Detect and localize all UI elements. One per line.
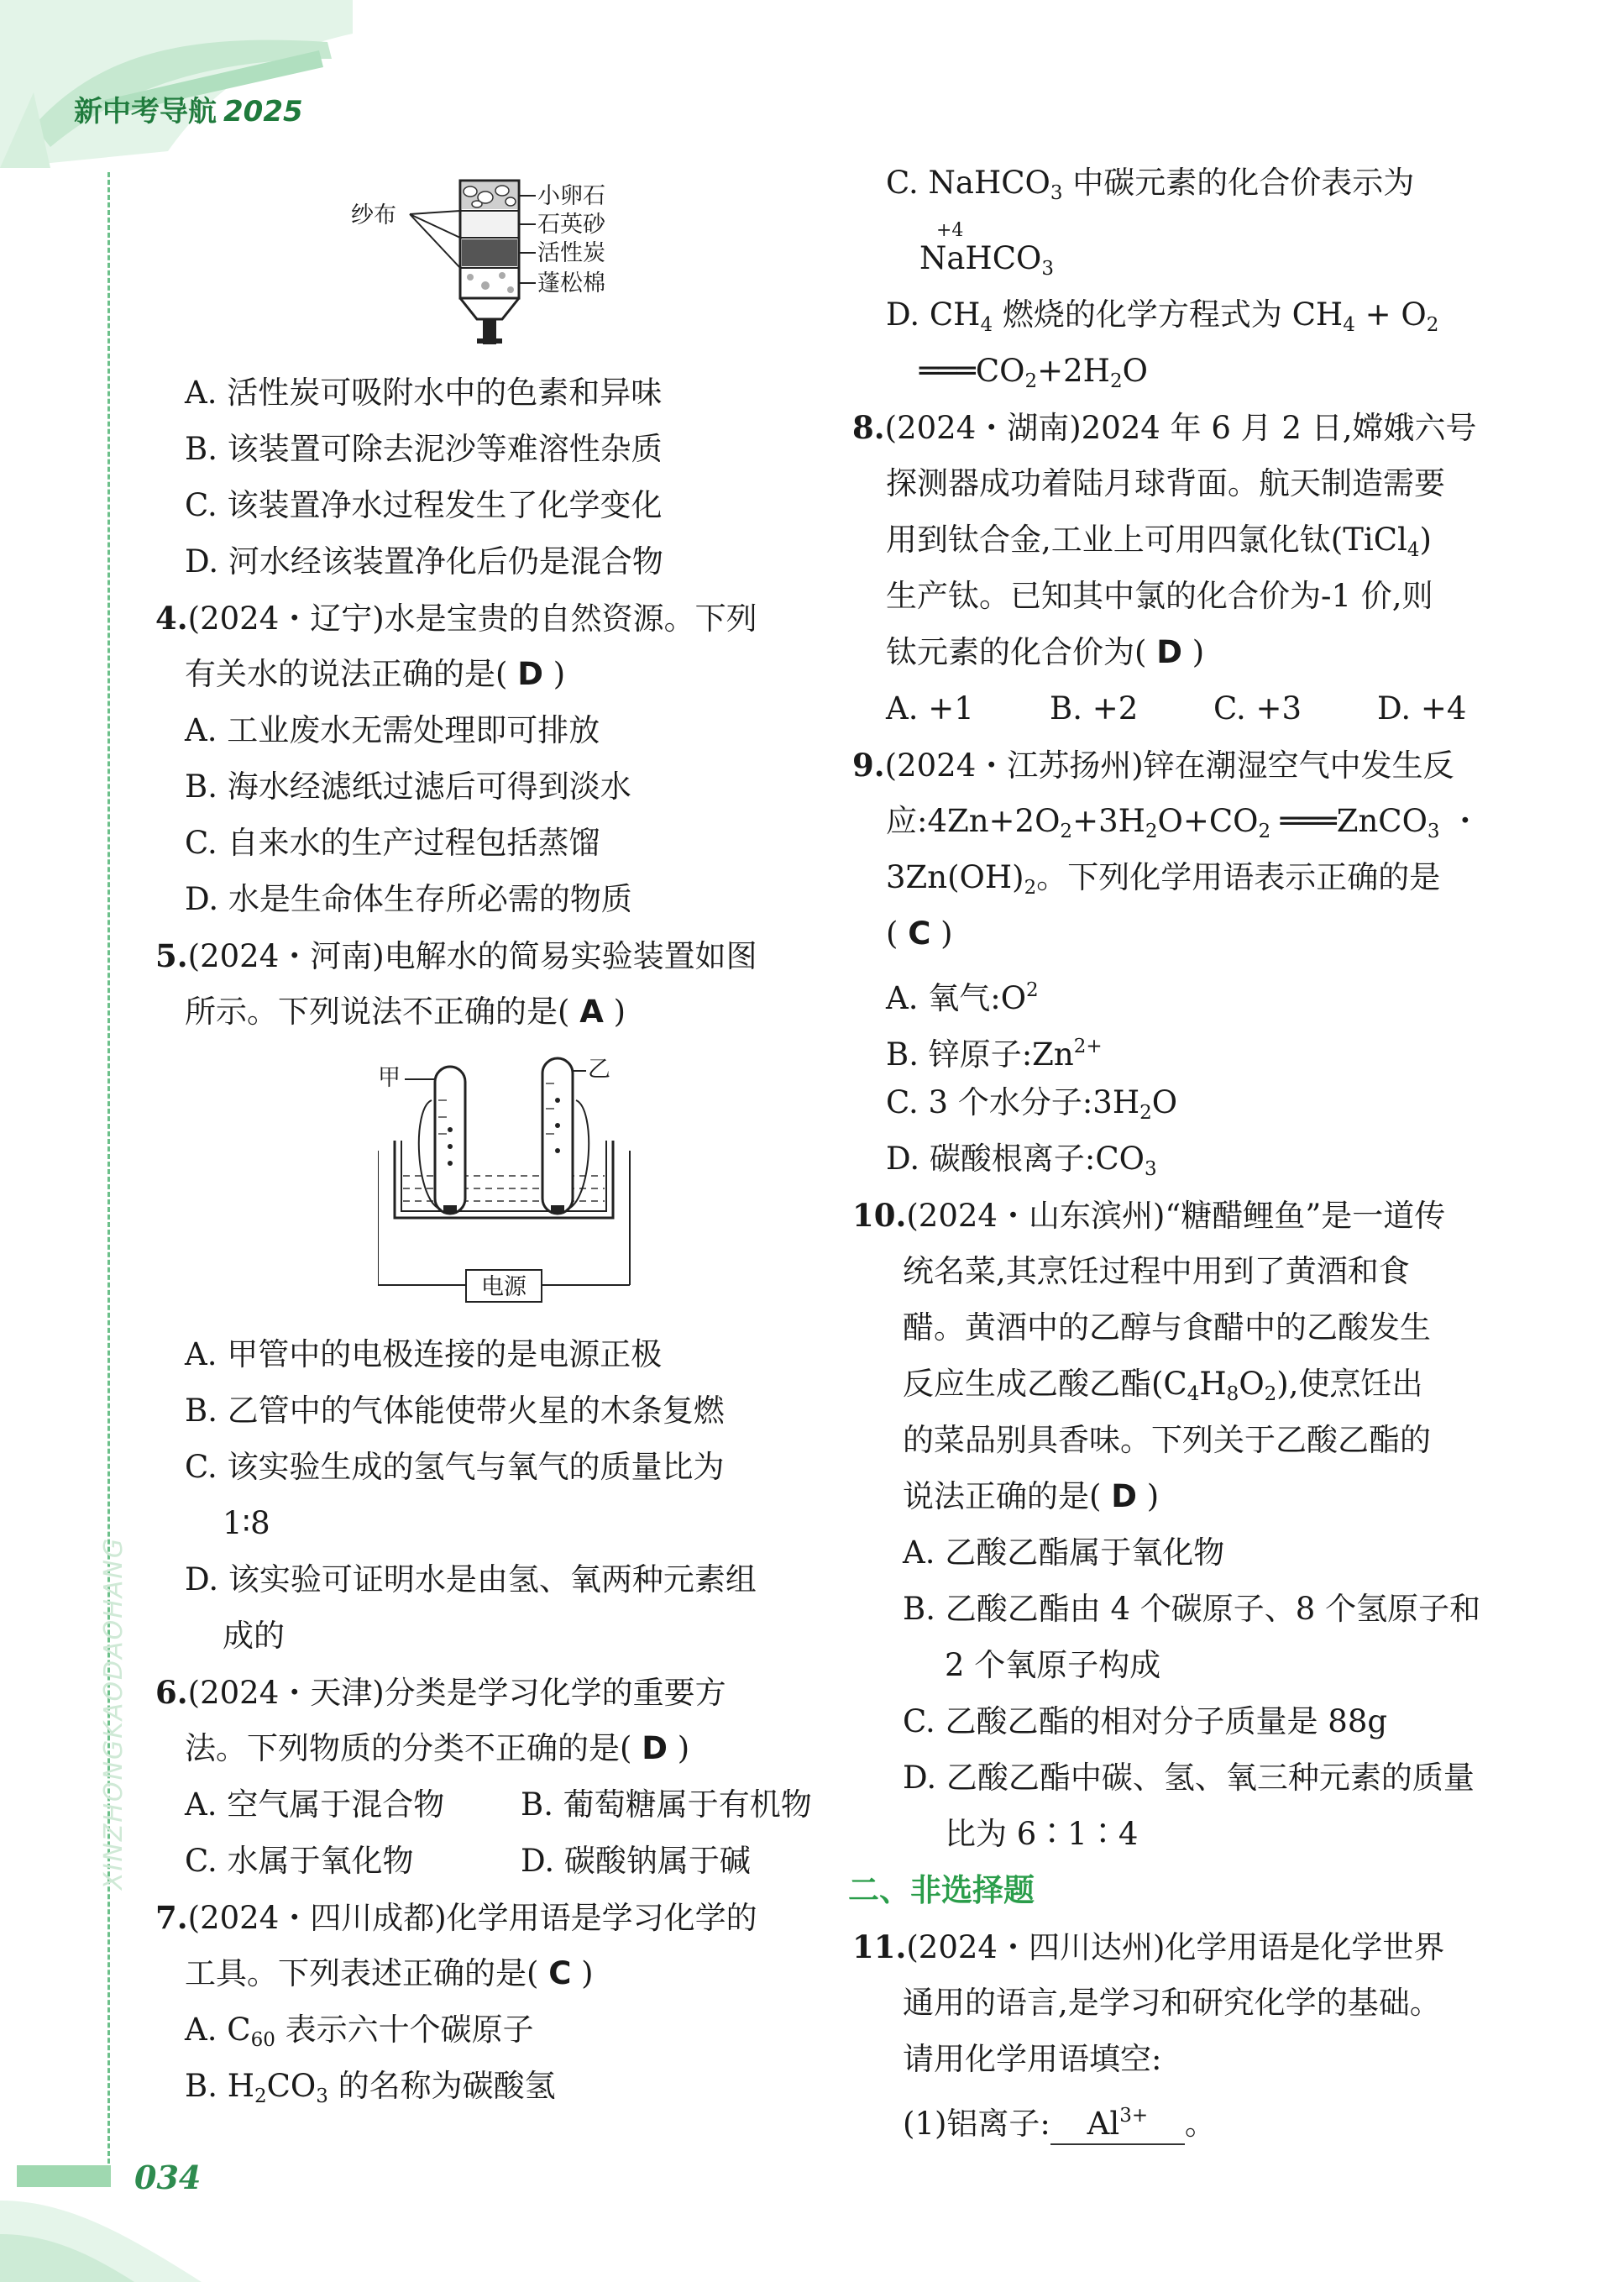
question-text: ),使烹饪出 bbox=[1276, 1366, 1423, 1402]
subscript: 2 bbox=[1258, 821, 1271, 842]
side-watermark: XINZHONGKAODAOHANG bbox=[99, 1536, 128, 1890]
option-text: D. CH bbox=[886, 296, 981, 333]
question-text: 所示。下列说法不正确的是( bbox=[185, 994, 570, 1030]
subscript: 2 bbox=[1060, 821, 1073, 842]
option-3b: B. 该装置可除去泥沙等难溶性杂质 bbox=[185, 431, 663, 467]
carbon-layer bbox=[462, 239, 517, 266]
question-text: ) bbox=[553, 656, 566, 692]
superscript: 2+ bbox=[1073, 1036, 1103, 1057]
option-9c bbox=[886, 1083, 1177, 1132]
option-5d-cont: 成的 bbox=[223, 1618, 285, 1654]
question-text: 。 bbox=[1184, 2106, 1216, 2142]
brand-year: 2025 bbox=[223, 95, 303, 129]
electrolysis-figure bbox=[378, 1050, 638, 1319]
option-10b-cont: 2 个氧原子构成 bbox=[945, 1647, 1161, 1683]
valence-mark: +4 bbox=[936, 220, 964, 241]
answer-text: Al bbox=[1087, 2106, 1120, 2142]
question-number: 4. bbox=[155, 600, 188, 637]
question-text: (2024・四川成都)化学用语是学习化学的 bbox=[187, 1900, 757, 1936]
sand-layer bbox=[462, 212, 517, 236]
question-number: 8. bbox=[852, 409, 885, 446]
option-8a: A. +1 bbox=[886, 690, 974, 727]
option-8c: C. +3 bbox=[1213, 690, 1302, 727]
option-4b: B. 海水经滤纸过滤后可得到淡水 bbox=[185, 769, 631, 805]
option-5d: D. 该实验可证明水是由氢、氧两种元素组 bbox=[185, 1561, 757, 1597]
option-4c: C. 自来水的生产过程包括蒸馏 bbox=[185, 825, 600, 861]
question-6-line1 bbox=[155, 1673, 726, 1713]
layer-label: 蓬松棉 bbox=[537, 270, 605, 296]
footer-corner-decoration-icon bbox=[0, 2184, 277, 2282]
brand-title bbox=[74, 88, 303, 129]
question-text: 钛元素的化合价为( bbox=[886, 634, 1147, 670]
option-8b: B. +2 bbox=[1050, 690, 1139, 727]
question-text: 反应生成乙酸乙酯(C bbox=[903, 1366, 1187, 1402]
question-number: 9. bbox=[852, 747, 885, 784]
tube-b-label: 乙 bbox=[588, 1057, 610, 1083]
question-text: ) bbox=[1146, 1478, 1160, 1514]
question-text: ) bbox=[940, 915, 953, 952]
option-text: 的名称为碳酸氢 bbox=[327, 2068, 556, 2104]
question-7-line1 bbox=[155, 1898, 757, 1938]
question-9-line3 bbox=[886, 858, 1440, 907]
option-9a bbox=[886, 971, 1039, 1018]
subscript: 3 bbox=[316, 2085, 328, 2107]
brand-name: 新中考导航 bbox=[74, 95, 217, 129]
equation-text: O bbox=[1122, 353, 1148, 389]
option-3c: C. 该装置净水过程发生了化学变化 bbox=[185, 487, 663, 523]
option-10d: D. 乙酸乙酯中碳、氢、氧三种元素的质量 bbox=[903, 1760, 1475, 1796]
equation-text: 3Zn(OH) bbox=[886, 859, 1024, 895]
question-text: 说法正确的是( bbox=[903, 1478, 1102, 1514]
option-text: A. 氧气:O bbox=[886, 980, 1027, 1016]
question-11-line2: 通用的语言,是学习和研究化学的基础。 bbox=[903, 1985, 1441, 2021]
option-text: C. 3 个水分子:3H bbox=[886, 1084, 1140, 1120]
subscript: 60 bbox=[250, 2029, 275, 2051]
question-10-line3: 醋。黄酒中的乙醇与食醋中的乙酸发生 bbox=[903, 1309, 1431, 1346]
subscript: 2 bbox=[1264, 1383, 1277, 1405]
option-3a: A. 活性炭可吸附水中的色素和异味 bbox=[185, 375, 663, 411]
answer-mark: D bbox=[642, 1730, 668, 1766]
question-10-line5: 的菜品别具香味。下列关于乙酸乙酯的 bbox=[903, 1422, 1431, 1458]
option-text: D. 碳酸根离子:CO bbox=[886, 1141, 1145, 1177]
question-6-line2 bbox=[185, 1729, 689, 1768]
layer-label: 小卵石 bbox=[537, 183, 605, 209]
subscript: 4 bbox=[1343, 314, 1355, 336]
superscript: 2 bbox=[1026, 979, 1039, 1001]
question-4-line2 bbox=[185, 655, 565, 694]
question-text: (2024・山东滨州)“糖醋鲤鱼”是一道传 bbox=[906, 1198, 1446, 1234]
question-number: 7. bbox=[155, 1899, 188, 1936]
header-banner-icon bbox=[0, 0, 353, 168]
equation-text: +3H bbox=[1072, 803, 1145, 839]
option-7d bbox=[886, 296, 1438, 344]
question-text: ( bbox=[886, 915, 898, 952]
option-6c: C. 水属于氧化物 bbox=[185, 1843, 414, 1879]
answer-mark: A bbox=[579, 994, 604, 1030]
option-7c-formula bbox=[919, 239, 1054, 288]
question-text: ) bbox=[1419, 522, 1432, 558]
cloth-label: 纱布 bbox=[351, 202, 396, 228]
subscript: 2 bbox=[1145, 821, 1158, 842]
option-text: B. H bbox=[185, 2068, 254, 2104]
question-text: H bbox=[1199, 1366, 1227, 1402]
option-7b bbox=[185, 2067, 556, 2116]
question-text: (1)铝离子: bbox=[903, 2106, 1050, 2142]
subscript: 4 bbox=[1407, 539, 1420, 561]
subscript: 2 bbox=[1139, 1102, 1152, 1124]
question-text: 。下列化学用语表示正确的是 bbox=[1036, 859, 1441, 895]
question-5-line2 bbox=[185, 993, 626, 1031]
question-text: ) bbox=[581, 1955, 594, 1991]
option-text: CO bbox=[266, 2068, 317, 2104]
option-text: O bbox=[1151, 1084, 1178, 1120]
question-5-line1 bbox=[155, 936, 757, 976]
option-text: + O bbox=[1354, 296, 1427, 333]
question-number: 10. bbox=[852, 1197, 907, 1234]
option-9d bbox=[886, 1140, 1157, 1188]
option-text: B. 锌原子:Zn bbox=[886, 1036, 1074, 1073]
option-5b: B. 乙管中的气体能使带火星的木条复燃 bbox=[185, 1393, 725, 1429]
equation-text: ・ bbox=[1439, 803, 1481, 839]
layer-label: 石英砂 bbox=[537, 212, 605, 238]
answer-mark: D bbox=[517, 656, 543, 692]
equation-text: O+CO bbox=[1157, 803, 1259, 839]
option-10b: B. 乙酸乙酯由 4 个碳原子、8 个氢原子和 bbox=[903, 1591, 1481, 1627]
answer-mark: C bbox=[908, 915, 931, 952]
question-text: ) bbox=[613, 994, 626, 1030]
option-text: A. C bbox=[185, 2012, 251, 2048]
option-7d-equation bbox=[919, 352, 1148, 401]
option-7c bbox=[886, 164, 1414, 212]
question-text: (2024・河南)电解水的简易实验装置如图 bbox=[187, 938, 757, 974]
subscript: 3 bbox=[1427, 821, 1440, 842]
question-10-line1 bbox=[852, 1196, 1445, 1235]
question-number: 5. bbox=[155, 937, 188, 974]
tube-a-label: 甲 bbox=[378, 1065, 401, 1091]
question-text: (2024・湖南)2024 年 6 月 2 日,嫦娥六号 bbox=[884, 410, 1477, 446]
equation-text: +2H bbox=[1037, 353, 1110, 389]
question-7-line2 bbox=[185, 1954, 594, 1993]
question-text: ) bbox=[1192, 634, 1205, 670]
question-text: 用到钛合金,工业上可用四氯化钛(TiCl bbox=[886, 522, 1407, 558]
question-10-line2: 统名菜,其烹饪过程中用到了黄酒和食 bbox=[903, 1253, 1410, 1289]
water-filter-figure bbox=[351, 164, 637, 357]
question-9-line2 bbox=[886, 802, 1480, 851]
question-8-line3 bbox=[886, 521, 1432, 569]
question-text: O bbox=[1239, 1366, 1265, 1402]
option-text: 表示六十个碳原子 bbox=[275, 2012, 534, 2048]
question-4-line1 bbox=[155, 599, 757, 638]
option-5a: A. 甲管中的电极连接的是电源正极 bbox=[185, 1336, 663, 1372]
question-11-sub1 bbox=[903, 2096, 1216, 2145]
question-text: ) bbox=[677, 1730, 690, 1766]
question-8-line1 bbox=[852, 408, 1476, 448]
page-number: 034 bbox=[134, 2159, 202, 2196]
question-text: 法。下列物质的分类不正确的是( bbox=[185, 1730, 632, 1766]
question-text: (2024・天津)分类是学习化学的重要方 bbox=[187, 1675, 726, 1711]
option-3d: D. 河水经该装置净化后仍是混合物 bbox=[185, 543, 663, 580]
option-text: C. NaHCO bbox=[886, 165, 1050, 201]
question-number: 6. bbox=[155, 1674, 188, 1711]
subscript: 3 bbox=[1041, 258, 1054, 280]
superscript: 3+ bbox=[1119, 2105, 1149, 2127]
subscript: 3 bbox=[1050, 182, 1063, 204]
option-10a: A. 乙酸乙酯属于氧化物 bbox=[903, 1534, 1225, 1571]
question-11-line3: 请用化学用语填空: bbox=[903, 2041, 1162, 2077]
question-text: 有关水的说法正确的是( bbox=[185, 656, 508, 692]
subscript: 4 bbox=[1187, 1383, 1200, 1405]
answer-blank bbox=[1050, 2096, 1185, 2145]
question-text: (2024・四川达州)化学用语是化学世界 bbox=[906, 1929, 1445, 1965]
question-8-line4: 生产钛。已知其中氯的化合价为-1 价,则 bbox=[886, 578, 1433, 614]
question-9-line1 bbox=[852, 746, 1454, 785]
option-8d: D. +4 bbox=[1377, 690, 1467, 727]
answer-mark: D bbox=[1111, 1478, 1137, 1514]
option-10d-cont: 比为 6∶1∶4 bbox=[945, 1816, 1139, 1852]
equation-text: ═══CO bbox=[919, 353, 1025, 389]
option-6d: D. 碳酸钠属于碱 bbox=[521, 1843, 751, 1879]
subscript: 2 bbox=[1024, 370, 1038, 392]
layer-label: 活性炭 bbox=[537, 240, 605, 266]
question-8-line2: 探测器成功着陆月球背面。航天制造需要 bbox=[886, 465, 1445, 501]
option-5c-cont: 1∶8 bbox=[223, 1505, 270, 1541]
option-text: 中碳元素的化合价表示为 bbox=[1062, 165, 1415, 201]
question-text: (2024・辽宁)水是宝贵的自然资源。下列 bbox=[187, 601, 757, 637]
question-8-line5 bbox=[886, 633, 1204, 672]
equation-text: ═══ZnCO bbox=[1270, 803, 1428, 839]
subscript: 3 bbox=[1144, 1158, 1157, 1180]
subscript: 4 bbox=[980, 314, 993, 336]
subscript: 8 bbox=[1226, 1383, 1239, 1405]
question-9-line4 bbox=[886, 915, 953, 953]
option-4a: A. 工业废水无需处理即可排放 bbox=[185, 712, 600, 748]
section-heading: 二、非选择题 bbox=[848, 1872, 1035, 1908]
option-6a: A. 空气属于混合物 bbox=[185, 1786, 445, 1823]
option-5c: C. 该实验生成的氢气与氧气的质量比为 bbox=[185, 1449, 725, 1485]
question-text: 工具。下列表述正确的是( bbox=[185, 1955, 539, 1991]
option-9b bbox=[886, 1027, 1103, 1074]
option-6b: B. 葡萄糖属于有机物 bbox=[521, 1786, 812, 1823]
question-11-line1 bbox=[852, 1928, 1444, 1967]
answer-mark: C bbox=[548, 1955, 572, 1991]
subscript: 2 bbox=[1024, 877, 1037, 899]
option-4d: D. 水是生命体生存所必需的物质 bbox=[185, 881, 632, 917]
power-label: 电源 bbox=[481, 1274, 526, 1300]
option-10c: C. 乙酸乙酯的相对分子质量是 88g bbox=[903, 1703, 1388, 1739]
question-number: 11. bbox=[852, 1928, 907, 1965]
subscript: 2 bbox=[1426, 314, 1439, 336]
question-text: (2024・江苏扬州)锌在潮湿空气中发生反 bbox=[884, 748, 1454, 784]
option-text: 燃烧的化学方程式为 CH bbox=[993, 296, 1344, 333]
question-10-line6 bbox=[903, 1477, 1159, 1516]
question-10-line4 bbox=[903, 1365, 1423, 1414]
subscript: 2 bbox=[254, 2085, 267, 2107]
option-7a bbox=[185, 2011, 534, 2059]
subscript: 2 bbox=[1109, 370, 1123, 392]
formula-text: NaHCO bbox=[919, 240, 1042, 276]
equation-text: 应:4Zn+2O bbox=[886, 803, 1061, 839]
answer-mark: D bbox=[1156, 634, 1182, 670]
